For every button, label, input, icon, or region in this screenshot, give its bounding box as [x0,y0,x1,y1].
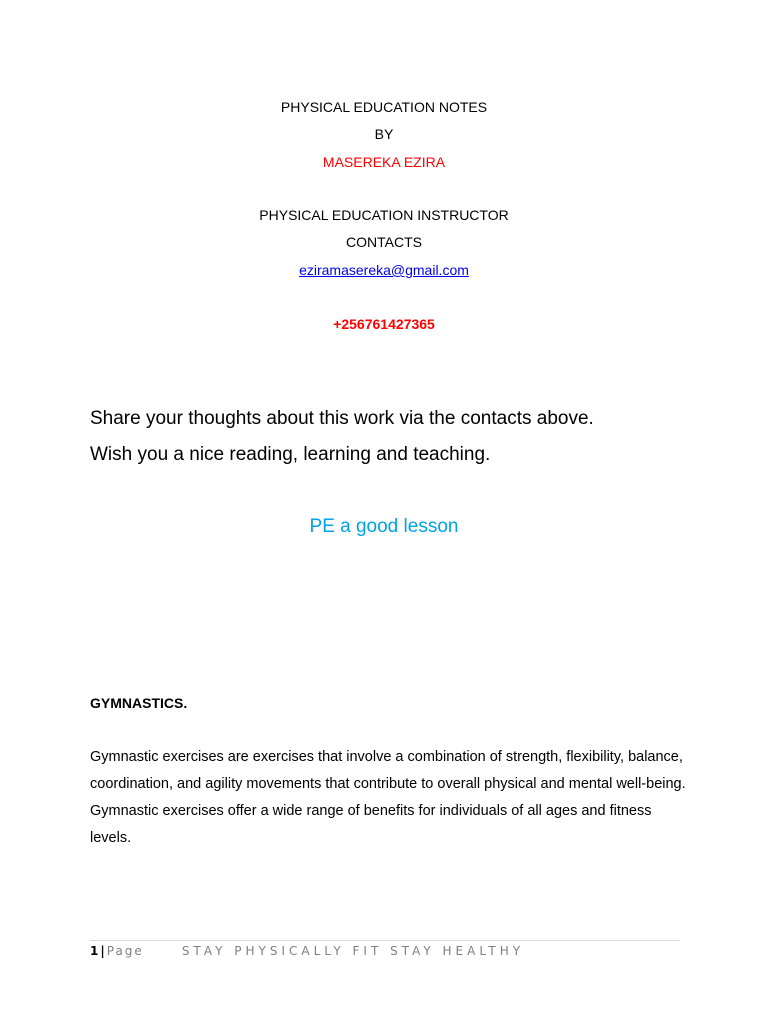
section-paragraph: Gymnastic exercises are exercises that involve a combination of strength, flexibility, balance, coordination, and agility movements that contribute to overall physical and mental well-being. Gymnastic exercises offer a wide range of benefits for individuals of all ages and fitness levels. [90,749,686,846]
author-role: PHYSICAL EDUCATION INSTRUCTOR [259,207,509,223]
document-title: PHYSICAL EDUCATION NOTES [280,99,488,115]
author-name: MASEREKA EZIRA [322,154,446,170]
page-number: 1 [90,944,99,958]
contacts-label: CONTACTS [346,234,422,250]
section-heading: GYMNASTICS. [90,695,188,711]
footer-divider [90,940,680,941]
email-link[interactable]: eziramasereka@gmail.com [299,262,469,278]
email-row [0,261,768,279]
by-label: BY [374,126,394,142]
message-line-1: Share your thoughts about this work via the contacts above. [90,408,594,429]
page-footer [90,943,524,959]
page-label: Page [106,944,144,958]
phone-number: +256761427365 [333,316,435,332]
message-line-2: Wish you a nice reading, learning and teaching. [90,444,491,465]
footer-motto: STAY PHYSICALLY FIT STAY HEALTHY [181,944,525,958]
slogan: PE a good lesson [309,516,459,537]
footer-separator: | [100,944,105,958]
